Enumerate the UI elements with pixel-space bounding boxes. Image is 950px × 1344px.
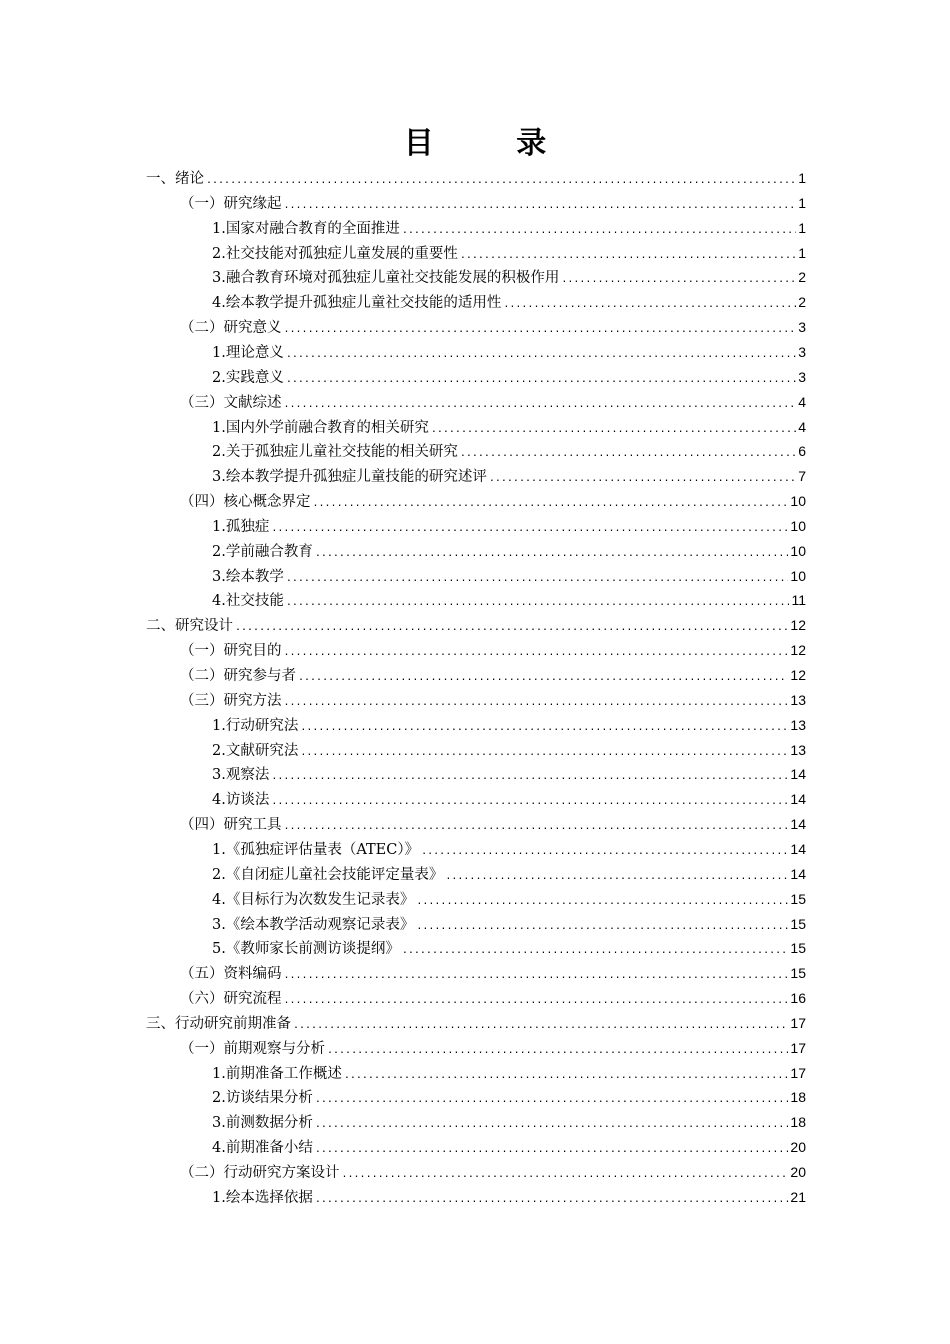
- toc-leader-dots: [344, 1064, 789, 1088]
- toc-title: 目 录: [403, 126, 583, 161]
- toc-page-number: 6: [798, 443, 806, 460]
- toc-leader-dots: [284, 964, 789, 988]
- toc-leader-dots: [284, 393, 797, 417]
- toc-entry[interactable]: [212, 564, 806, 588]
- toc-entry[interactable]: [212, 216, 806, 240]
- toc-entry-text: （三）研究方法: [180, 692, 282, 709]
- toc-entry[interactable]: [180, 1160, 806, 1184]
- toc-leader-dots: [284, 194, 797, 218]
- toc-leader-dots: [503, 293, 796, 317]
- toc-leader-dots: [315, 1188, 789, 1212]
- toc-leader-dots: [421, 840, 788, 864]
- toc-leader-dots: [315, 542, 789, 566]
- toc-entry-text: （二）研究意义: [180, 320, 282, 337]
- toc-entry[interactable]: [212, 415, 806, 439]
- toc-entry-text: （六）研究流程: [180, 991, 282, 1008]
- toc-page-number: 10: [790, 493, 806, 510]
- toc-entry[interactable]: [212, 887, 806, 911]
- toc-entry[interactable]: [212, 1085, 806, 1109]
- toc-page-number: 2: [798, 294, 806, 311]
- toc-entry[interactable]: [212, 713, 806, 737]
- toc-leader-dots: [315, 1113, 789, 1137]
- toc-entry[interactable]: [212, 588, 806, 612]
- toc-entry[interactable]: [180, 1036, 806, 1060]
- toc-leader-dots: [235, 616, 788, 640]
- toc-leader-dots: [293, 1014, 788, 1038]
- toc-entry[interactable]: [212, 762, 806, 786]
- toc-entry-text: 4.前期准备小结: [212, 1140, 313, 1157]
- toc-entry[interactable]: [212, 1185, 806, 1209]
- toc-entry[interactable]: [212, 539, 806, 563]
- toc-page-number: 20: [790, 1164, 806, 1180]
- toc-page-number: 3: [798, 368, 806, 385]
- toc-leader-dots: [460, 442, 796, 466]
- toc-page-number: 14: [790, 766, 806, 783]
- toc-entry-text: 2.学前融合教育: [212, 543, 313, 560]
- toc-entry[interactable]: [212, 1061, 806, 1085]
- toc-entry[interactable]: [180, 986, 806, 1010]
- toc-entry[interactable]: [212, 936, 806, 960]
- toc-entry-text: 3.《绘本教学活动观察记录表》: [212, 916, 415, 933]
- toc-leader-dots: [402, 219, 796, 243]
- toc-leader-dots: [313, 492, 789, 516]
- toc-entry-text: 4.《目标行为次数发生记录表》: [212, 891, 415, 908]
- toc-entry[interactable]: [212, 241, 806, 265]
- toc-page-number: 17: [790, 1064, 806, 1081]
- toc-entry-text: 5.《教师家长前测访谈提纲》: [212, 941, 400, 958]
- toc-leader-dots: [284, 641, 789, 665]
- toc-leader-dots: [315, 1138, 789, 1162]
- toc-entry-text: 1.前期准备工作概述: [212, 1065, 342, 1082]
- toc-page-number: 14: [790, 816, 806, 833]
- toc-entry[interactable]: [212, 439, 806, 463]
- toc-entry[interactable]: [180, 961, 806, 985]
- toc-page-number: 3: [798, 343, 806, 360]
- toc-leader-dots: [416, 915, 788, 939]
- toc-leader-dots: [327, 1039, 788, 1063]
- toc-entry[interactable]: [212, 1135, 806, 1159]
- toc-page-number: 14: [790, 791, 806, 808]
- toc-leader-dots: [284, 691, 789, 715]
- toc-entry[interactable]: [212, 862, 806, 886]
- toc-entry-text: 1.《孤独症评估量表（ATEC）》: [212, 841, 420, 858]
- toc-entry[interactable]: [212, 365, 806, 389]
- toc-page-number: 20: [790, 1139, 806, 1156]
- toc-entry-text: （五）资料编码: [180, 966, 282, 983]
- toc-entry-text: 2.《自闭症儿童社会技能评定量表》: [212, 866, 444, 883]
- toc-entry[interactable]: [212, 290, 806, 314]
- toc-entry[interactable]: [180, 191, 806, 215]
- toc-entry[interactable]: [180, 638, 806, 662]
- toc-leader-dots: [286, 368, 796, 392]
- toc-page-number: 10: [790, 517, 806, 534]
- toc-entry[interactable]: [146, 1011, 806, 1035]
- toc-entry-text: 1.行动研究法: [212, 717, 299, 734]
- toc-entry-text: （一）前期观察与分析: [180, 1040, 325, 1057]
- toc-entry-text: 1.国内外学前融合教育的相关研究: [212, 419, 429, 436]
- toc-entry-text: 2.文献研究法: [212, 742, 299, 759]
- toc-page-number: 16: [790, 990, 806, 1007]
- toc-entry[interactable]: [212, 738, 806, 762]
- toc-page-number: 18: [790, 1114, 806, 1131]
- toc-leader-dots: [286, 591, 790, 615]
- toc-page-number: 10: [790, 542, 806, 559]
- toc-leader-dots: [300, 716, 788, 740]
- toc-leader-dots: [416, 890, 788, 914]
- toc-entry-text: 1.孤独症: [212, 518, 270, 535]
- toc-entry-text: 4.社交技能: [212, 593, 284, 610]
- toc-entry-text: 3.前测数据分析: [212, 1115, 313, 1132]
- toc-entry-text: （二）研究参与者: [180, 668, 296, 684]
- toc-page-number: 1: [798, 219, 806, 236]
- toc-page-number: 10: [790, 567, 806, 584]
- toc-page-number: 18: [790, 1089, 806, 1106]
- toc-entry-text: （四）研究工具: [180, 817, 282, 834]
- toc-leader-dots: [298, 666, 788, 690]
- toc-entry-text: 3.绘本教学: [212, 568, 284, 585]
- toc-leader-dots: [286, 567, 789, 591]
- toc-leader-dots: [284, 318, 797, 342]
- toc-entry-text: 3.融合教育环境对孤独症儿童社交技能发展的积极作用: [212, 270, 560, 287]
- toc-entry[interactable]: [180, 390, 806, 414]
- toc-leader-dots: [286, 343, 796, 367]
- toc-entry[interactable]: [180, 489, 806, 513]
- toc-leader-dots: [402, 939, 789, 963]
- toc-page-number: 1: [798, 170, 806, 186]
- toc-entry[interactable]: [212, 787, 806, 811]
- toc-page-number: 13: [790, 716, 806, 733]
- toc-page-number: 17: [790, 1014, 806, 1031]
- toc-leader-dots: [271, 790, 788, 814]
- toc-entry-text: （一）研究目的: [180, 643, 282, 660]
- toc-leader-dots: [300, 741, 788, 765]
- toc-page-number: 4: [798, 393, 806, 410]
- toc-entry-text: （二）行动研究方案设计: [180, 1165, 340, 1181]
- toc-leader-dots: [284, 815, 789, 839]
- toc-entry[interactable]: [180, 315, 806, 339]
- toc-entry[interactable]: [212, 464, 806, 488]
- toc-entry[interactable]: [180, 663, 806, 687]
- toc-page-number: 15: [790, 940, 806, 957]
- toc-entry[interactable]: [212, 340, 806, 364]
- toc-page-number: 1: [798, 244, 806, 261]
- toc-entry-text: （三）文献综述: [180, 394, 282, 411]
- toc-page-number: 12: [790, 667, 806, 683]
- toc-entry[interactable]: [212, 265, 806, 289]
- toc-entry-text: 4.绘本教学提升孤独症儿童社交技能的适用性: [212, 295, 502, 312]
- toc-entry-text: 二、研究设计: [146, 618, 233, 635]
- toc-entry[interactable]: [212, 514, 806, 538]
- toc-entry-text: （一）研究缘起: [180, 195, 282, 212]
- toc-entry-text: 4.访谈法: [212, 792, 270, 809]
- toc-leader-dots: [489, 467, 796, 491]
- toc-page-number: 12: [790, 642, 806, 659]
- toc-entry[interactable]: [180, 812, 806, 836]
- toc-entry[interactable]: [146, 166, 806, 190]
- toc-entry-text: 3.绘本教学提升孤独症儿童技能的研究述评: [212, 469, 487, 486]
- toc-page-number: 7: [798, 468, 806, 485]
- toc-page-number: 15: [790, 915, 806, 932]
- toc-page-number: 13: [790, 741, 806, 758]
- toc-entry[interactable]: [146, 613, 806, 637]
- toc-entry-text: 1.理论意义: [212, 344, 284, 361]
- toc-leader-dots: [561, 268, 796, 292]
- toc-page-number: 1: [798, 194, 806, 211]
- toc-entry-text: 一、绪论: [146, 171, 204, 187]
- toc-page-number: 3: [798, 319, 806, 336]
- toc-page-number: 4: [798, 418, 806, 435]
- toc-page-number: 2: [798, 269, 806, 286]
- toc-entry-text: 1.绘本选择依据: [212, 1189, 313, 1206]
- toc-page-number: 17: [790, 1039, 806, 1056]
- toc-page-number: 12: [790, 617, 806, 634]
- toc-leader-dots: [460, 244, 796, 268]
- toc-page-number: 14: [790, 865, 806, 882]
- toc-entry-text: 2.关于孤独症儿童社交技能的相关研究: [212, 444, 458, 461]
- toc-leader-dots: [271, 517, 788, 541]
- toc-entry[interactable]: [212, 912, 806, 936]
- toc-entry-text: 3.观察法: [212, 767, 270, 784]
- toc-leader-dots: [271, 765, 788, 789]
- toc-entry-text: 2.社交技能对孤独症儿童发展的重要性: [212, 245, 458, 262]
- toc-page-number: 11: [791, 592, 806, 609]
- toc-page-number: 21: [790, 1188, 806, 1205]
- toc-entry[interactable]: [212, 1110, 806, 1134]
- toc-entry-text: 1.国家对融合教育的全面推进: [212, 220, 400, 237]
- toc-entry[interactable]: [180, 688, 806, 712]
- toc-entry-text: 三、行动研究前期准备: [146, 1015, 291, 1032]
- toc-entry-text: 2.访谈结果分析: [212, 1090, 313, 1107]
- toc-entry-text: 2.实践意义: [212, 369, 284, 386]
- toc-leader-dots: [342, 1163, 789, 1187]
- toc-entry[interactable]: [212, 837, 806, 861]
- toc-page-number: 15: [790, 965, 806, 982]
- toc-leader-dots: [431, 418, 796, 442]
- toc-page-number: 15: [790, 890, 806, 907]
- toc-leader-dots: [445, 865, 788, 889]
- toc-leader-dots: [206, 169, 796, 193]
- toc-leader-dots: [315, 1088, 789, 1112]
- toc-entry-text: （四）核心概念界定: [180, 494, 311, 511]
- toc-leader-dots: [284, 989, 789, 1013]
- toc-page-number: 13: [790, 691, 806, 708]
- toc-page-number: 14: [790, 840, 806, 857]
